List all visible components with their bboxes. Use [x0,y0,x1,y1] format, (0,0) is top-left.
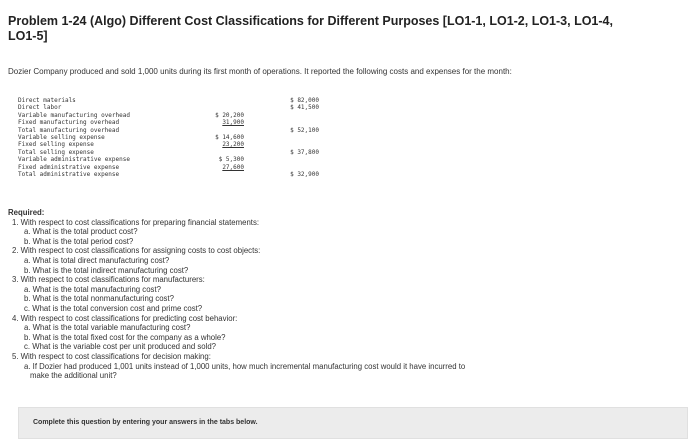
cost-label: Variable administrative expense [18,156,130,164]
question-2a: a. What is total direct manufacturing cost? [24,255,170,265]
cost-label: Direct labor [18,104,62,112]
problem-intro: Dozier Company produced and sold 1,000 units during its first month of operations. It reported the following costs and expenses for the month: [8,67,512,76]
question-1a: a. What is the total product cost? [24,227,138,237]
cost-row-direct-materials [18,97,328,104]
cost-row-fixed-selling [18,141,328,148]
instruction-text: Complete this question by entering your answers in the tabs below. [33,419,258,426]
cost-row-fixed-mfg-overhead [18,119,328,126]
cost-total: $ 32,900 [290,170,319,178]
cost-label: Fixed selling expense [18,141,94,149]
cost-label: Total manufacturing overhead [18,126,120,134]
cost-label: Direct materials [18,97,76,104]
cost-row-variable-admin [18,156,328,163]
question-1: 1. With respect to cost classifications for preparing financial statements: [12,217,260,227]
question-4: 4. With respect to cost classifications for predicting cost behavior: [12,313,238,323]
required-section [8,208,608,381]
cost-row-variable-mfg-overhead [18,112,328,119]
cost-row-direct-labor [18,104,328,111]
cost-amount: $ 20,200 [215,111,244,119]
cost-row-total-mfg-overhead [18,127,328,134]
required-heading: Required: [8,208,45,217]
question-2: 2. With respect to cost classifications for assigning costs to cost objects: [12,246,261,256]
problem-title: Problem 1-24 (Algo) Different Cost Classifications for Different Purposes [LO1-1, LO1-2, LO1-3, LO1-4, LO1-5] [8,14,613,43]
cost-total: $ 52,100 [290,126,319,134]
cost-label: Total selling expense [18,148,94,156]
cost-total: $ 41,500 [290,104,319,112]
question-5a [24,362,608,381]
instruction-bar [18,407,688,439]
question-3c: c. What is the total conversion cost and prime cost? [24,303,203,313]
question-5: 5. With respect to cost classifications for decision making: [12,351,211,361]
question-5a-line1: a. If Dozier had produced 1,001 units instead of 1,000 units, how much incremental manufacturing cost would it have incurred to [24,361,466,371]
cost-amount: 23,200 [222,141,244,149]
cost-amount: 27,600 [222,163,244,171]
cost-label: Variable manufacturing overhead [18,111,130,119]
cost-row-total-selling [18,149,328,156]
cost-amount: $ 5,300 [218,156,244,164]
cost-label: Fixed administrative expense [18,163,120,171]
question-1b: b. What is the total period cost? [24,236,134,246]
cost-row-total-admin [18,171,328,178]
question-3: 3. With respect to cost classifications for manufacturers: [12,275,205,285]
question-4a: a. What is the total variable manufacturing cost? [24,323,191,333]
cost-label: Total administrative expense [18,170,120,178]
cost-total: $ 82,000 [290,97,319,104]
cost-table [18,97,328,178]
question-3b: b. What is the total nonmanufacturing cost? [24,294,174,304]
question-5a-line2: make the additional unit? [30,371,117,381]
cost-amount: $ 14,600 [215,133,244,141]
cost-row-variable-selling [18,134,328,141]
cost-amount: 31,900 [222,119,244,127]
question-4c: c. What is the variable cost per unit produced and sold? [24,342,216,352]
cost-label: Variable selling expense [18,133,105,141]
question-2b: b. What is the total indirect manufacturing cost? [24,265,189,275]
cost-label: Fixed manufacturing overhead [18,119,120,127]
cost-row-fixed-admin [18,164,328,171]
cost-total: $ 37,800 [290,148,319,156]
question-4b: b. What is the total fixed cost for the company as a whole? [24,332,226,342]
question-3a: a. What is the total manufacturing cost? [24,284,161,294]
